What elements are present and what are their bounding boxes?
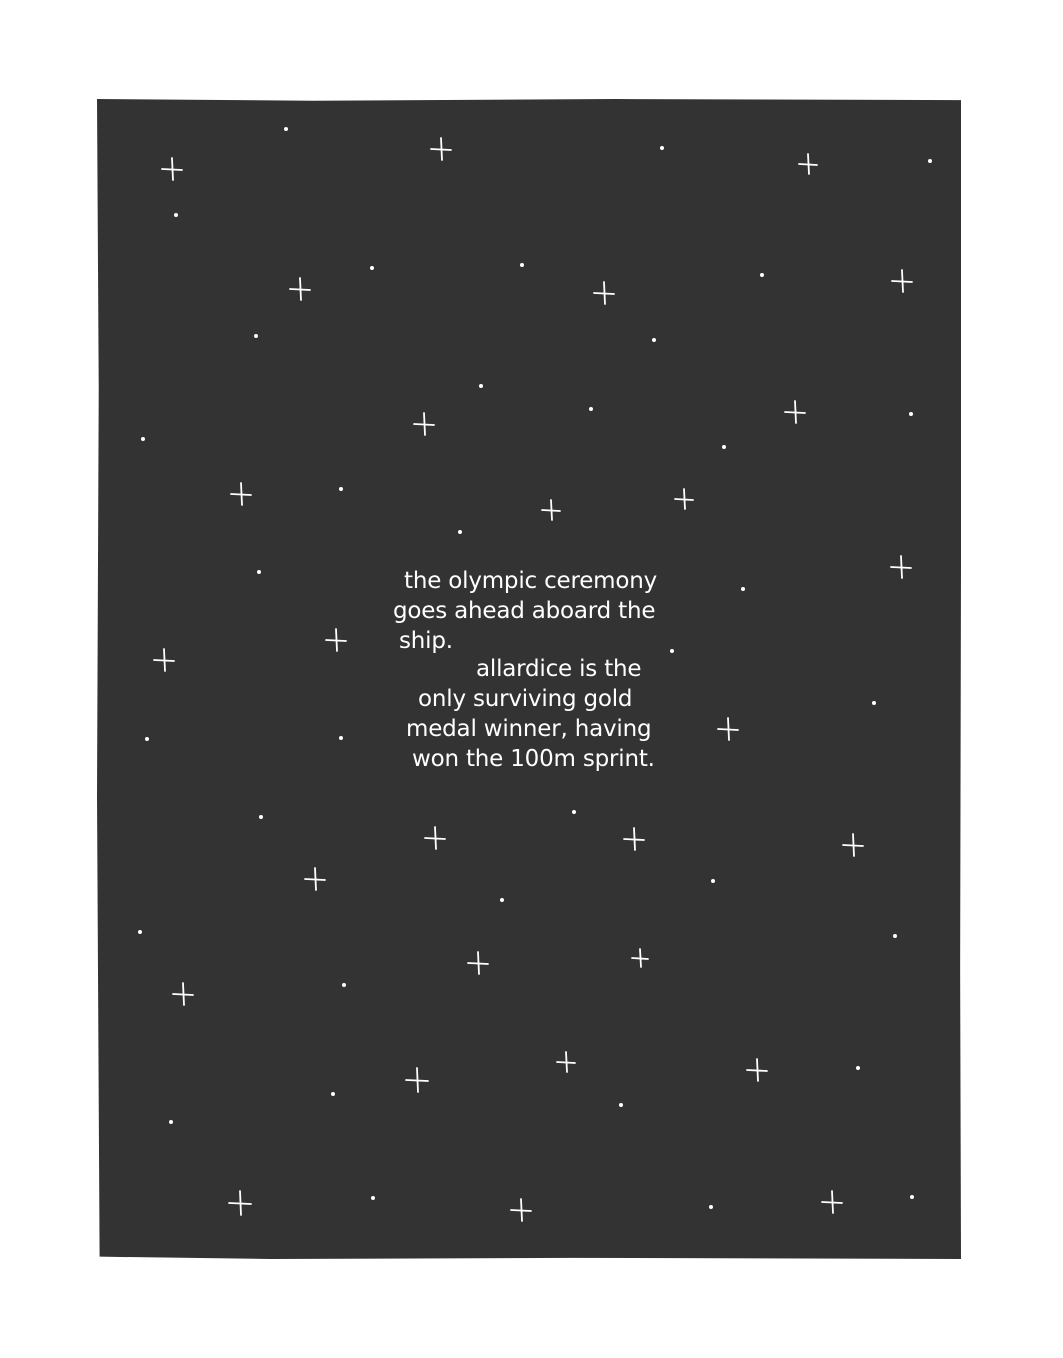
- sparkle-cross-icon: [632, 949, 648, 967]
- sparkle-cross-icon: [594, 282, 614, 304]
- star-dot-icon: [141, 437, 145, 441]
- sparkle-cross-icon: [891, 556, 911, 578]
- star-dot-icon: [572, 810, 576, 814]
- sparkle-cross-icon: [468, 952, 488, 974]
- star-dot-icon: [520, 263, 524, 267]
- sparkle-cross-icon: [173, 983, 193, 1005]
- star-dot-icon: [872, 701, 876, 705]
- sparkle-cross-icon: [162, 158, 182, 180]
- sparkle-cross-icon: [414, 413, 434, 435]
- sparkle-cross-icon: [425, 827, 445, 849]
- sparkle-cross-icon: [822, 1191, 842, 1213]
- star-dot-icon: [339, 736, 343, 740]
- caption-line-3: ship.: [399, 628, 453, 654]
- star-dot-icon: [259, 815, 263, 819]
- star-dot-icon: [169, 1120, 173, 1124]
- star-dot-icon: [670, 649, 674, 653]
- star-dot-icon: [741, 587, 745, 591]
- star-dot-icon: [257, 570, 261, 574]
- star-dot-icon: [910, 1195, 914, 1199]
- sparkle-cross-icon: [747, 1059, 767, 1081]
- star-dot-icon: [458, 530, 462, 534]
- star-dot-icon: [709, 1205, 713, 1209]
- sparkle-cross-icon: [675, 489, 693, 509]
- caption-line-4: allardice is the: [476, 656, 642, 682]
- star-dot-icon: [928, 159, 932, 163]
- star-dot-icon: [284, 127, 288, 131]
- star-dot-icon: [893, 934, 897, 938]
- star-dot-icon: [174, 213, 178, 217]
- star-dot-icon: [145, 737, 149, 741]
- star-dot-icon: [722, 445, 726, 449]
- star-dot-icon: [856, 1066, 860, 1070]
- sparkle-cross-icon: [718, 718, 738, 740]
- sparkle-cross-icon: [843, 834, 863, 856]
- star-dot-icon: [652, 338, 656, 342]
- star-dot-icon: [254, 334, 258, 338]
- sparkle-cross-icon: [511, 1199, 531, 1221]
- star-dot-icon: [711, 879, 715, 883]
- sparkle-cross-icon: [406, 1068, 428, 1092]
- star-dot-icon: [331, 1092, 335, 1096]
- caption-line-7: won the 100m sprint.: [412, 746, 655, 772]
- star-dot-icon: [371, 1196, 375, 1200]
- star-dot-icon: [339, 487, 343, 491]
- sparkle-cross-icon: [542, 500, 560, 520]
- star-dot-icon: [342, 983, 346, 987]
- caption-line-1: the olympic ceremony: [404, 568, 658, 594]
- sparkle-cross-icon: [892, 270, 912, 292]
- star-dot-icon: [589, 407, 593, 411]
- sparkle-cross-icon: [290, 278, 310, 300]
- caption-line-5: only surviving gold: [418, 686, 633, 712]
- star-dot-icon: [619, 1103, 623, 1107]
- star-dot-icon: [500, 898, 504, 902]
- caption-line-2: goes ahead aboard the: [393, 598, 656, 624]
- sparkle-cross-icon: [229, 1191, 251, 1215]
- sparkle-cross-icon: [326, 629, 346, 651]
- star-dot-icon: [660, 146, 664, 150]
- sparkle-cross-icon: [231, 483, 251, 505]
- sparkle-cross-icon: [154, 649, 174, 671]
- sparkle-cross-icon: [785, 401, 805, 423]
- caption-line-6: medal winner, having: [406, 716, 652, 742]
- sparkle-cross-icon: [624, 828, 644, 850]
- star-dot-icon: [370, 266, 374, 270]
- sparkle-cross-icon: [557, 1052, 575, 1072]
- star-dot-icon: [760, 273, 764, 277]
- star-dot-icon: [138, 930, 142, 934]
- sparkle-cross-icon: [799, 154, 817, 174]
- star-dot-icon: [909, 412, 913, 416]
- sparkle-cross-icon: [431, 138, 451, 160]
- sparkle-cross-icon: [305, 868, 325, 890]
- star-dot-icon: [479, 384, 483, 388]
